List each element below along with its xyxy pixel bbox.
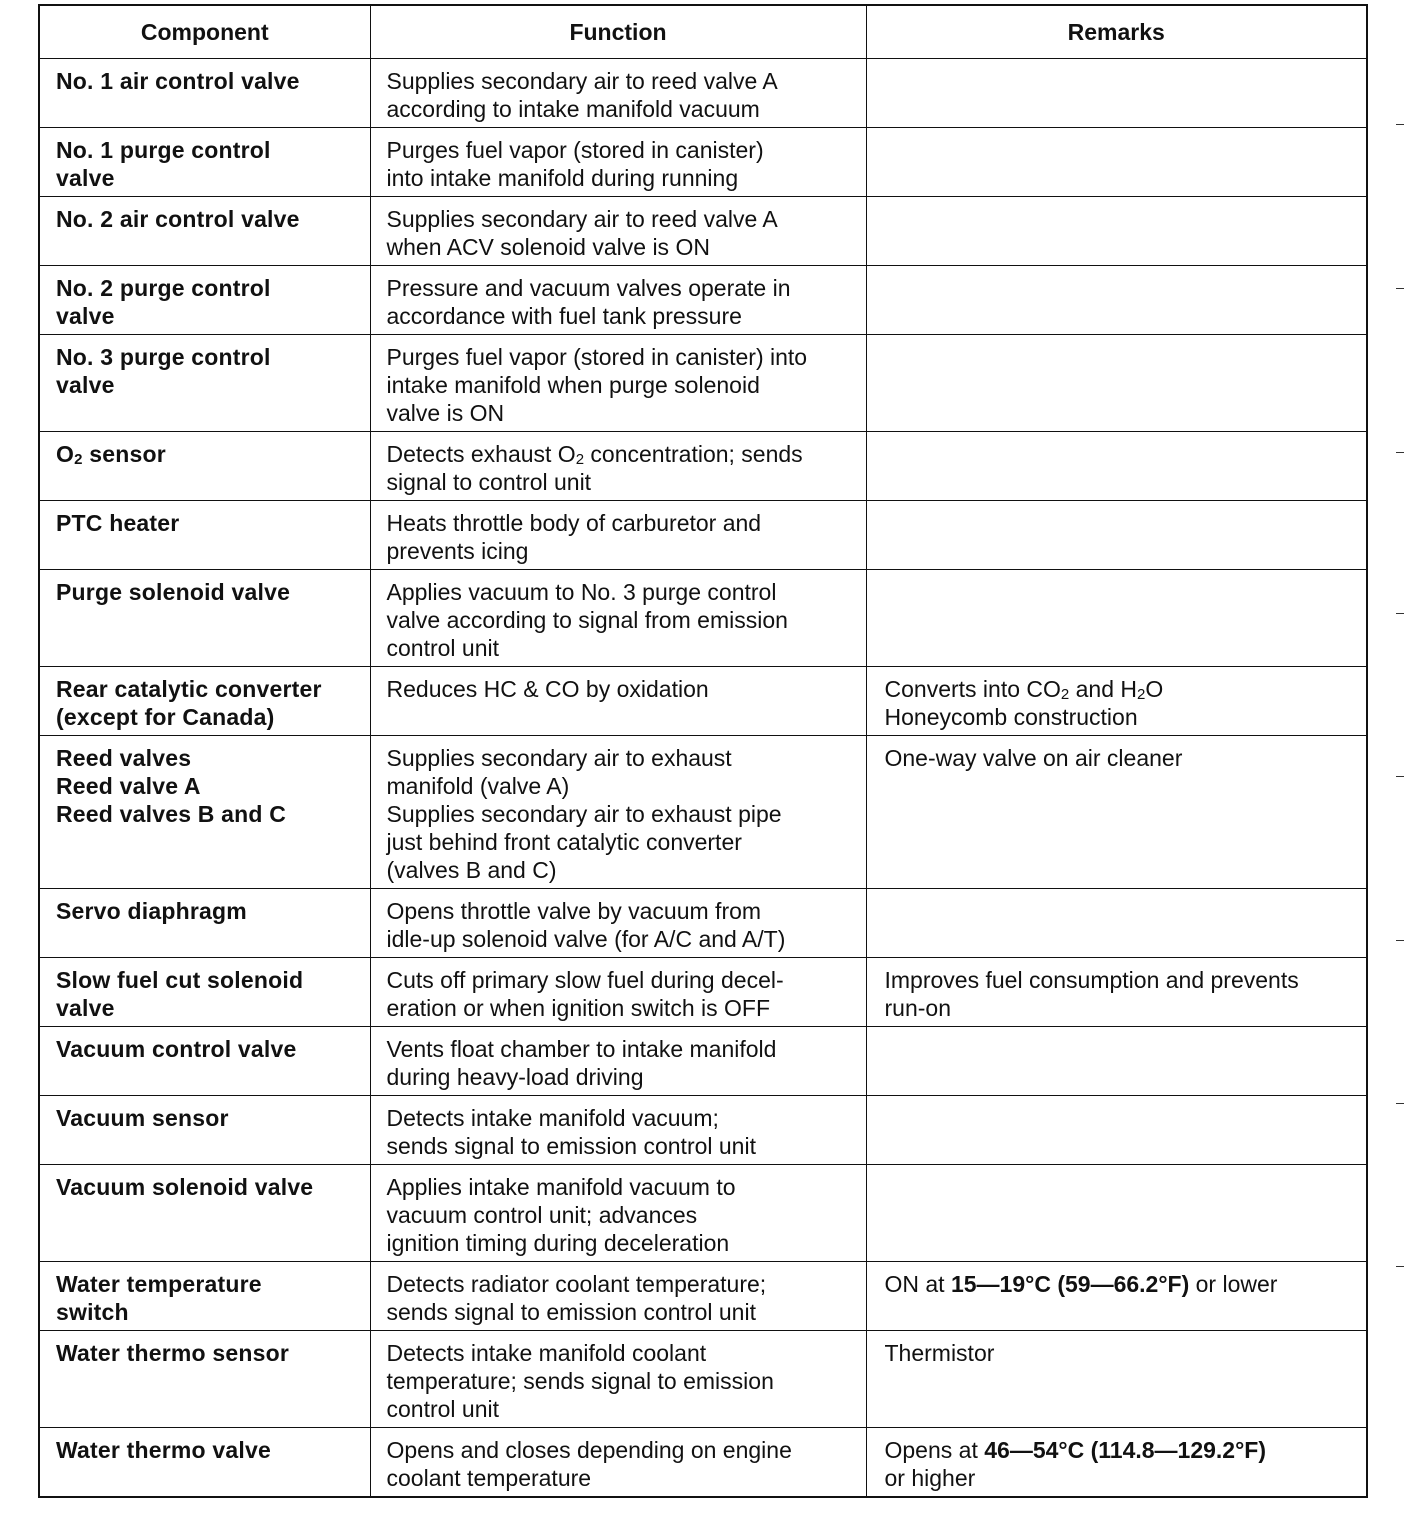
function-cell <box>370 889 866 958</box>
function-text-line: intake manifold when purge solenoid <box>386 372 760 398</box>
component-text-line: valve <box>56 303 115 329</box>
margin-tick <box>1396 613 1404 614</box>
margin-tick <box>1396 124 1404 125</box>
remarks-cell <box>866 197 1367 266</box>
remarks-cell <box>866 1165 1367 1262</box>
component-function-table <box>38 4 1368 1498</box>
function-text-line: during heavy-load driving <box>386 1064 644 1090</box>
component-cell <box>39 432 370 501</box>
component-text-line: $O_2$ sensor <box>56 441 166 468</box>
function-text-line: Detects intake manifold vacuum; <box>386 1105 719 1131</box>
function-text-line: sends signal to emission control unit <box>386 1133 756 1159</box>
function-text-line: Pressure and vacuum valves operate in <box>386 275 791 301</box>
component-cell <box>39 1096 370 1165</box>
remarks-cell <box>866 667 1367 736</box>
component-cell <box>39 1331 370 1428</box>
header-row <box>39 5 1367 59</box>
component-text-line: valve <box>56 372 115 398</box>
function-text-line: Heats throttle body of carburetor and <box>386 510 762 536</box>
function-text-line: Detects exhaust $O_2$ concentration; sends <box>386 441 803 468</box>
function-text-line: manifold (valve A) <box>386 773 570 799</box>
function-text-line: Reduces HC & CO by oxidation <box>386 676 709 702</box>
function-text-line: Opens and closes depending on engine <box>386 1437 792 1463</box>
remarks-text-line: ON at 15—19°C (59—66.2°F) or lower <box>884 1271 1278 1297</box>
function-text-line: into intake manifold during running <box>386 165 739 191</box>
component-cell <box>39 501 370 570</box>
function-text-line: just behind front catalytic converter <box>386 829 742 855</box>
component-text-line: No. 3 purge control <box>56 344 271 370</box>
function-text-line: ignition timing during deceleration <box>386 1230 730 1256</box>
function-text-line: temperature; sends signal to emission <box>386 1368 774 1394</box>
remarks-text-line: Improves fuel consumption and prevents <box>884 967 1299 993</box>
function-cell <box>370 1428 866 1497</box>
function-cell <box>370 1027 866 1096</box>
table-row <box>39 667 1367 736</box>
function-text-line: Supplies secondary air to exhaust pipe <box>386 801 782 827</box>
function-text-line: valve is ON <box>386 400 505 426</box>
function-text-line: Supplies secondary air to reed valve A <box>386 68 778 94</box>
function-cell <box>370 1165 866 1262</box>
table-row <box>39 59 1367 128</box>
function-text-line: Purges fuel vapor (stored in canister) into <box>386 344 808 370</box>
component-text-line: Reed valves <box>56 745 192 771</box>
function-text-line: control unit <box>386 1396 500 1422</box>
function-text-line: control unit <box>386 635 500 661</box>
component-text-line: Slow fuel cut solenoid <box>56 967 304 993</box>
table-row <box>39 501 1367 570</box>
table-row <box>39 1027 1367 1096</box>
remarks-cell <box>866 335 1367 432</box>
remarks-cell <box>866 128 1367 197</box>
remarks-text-line: or higher <box>884 1465 976 1491</box>
margin-tick <box>1396 1266 1404 1267</box>
component-text-line: Vacuum sensor <box>56 1105 229 1131</box>
function-text-line: Detects intake manifold coolant <box>386 1340 707 1366</box>
remarks-cell <box>866 432 1367 501</box>
component-text-line: No. 1 purge control <box>56 137 271 163</box>
function-text-line: prevents icing <box>386 538 529 564</box>
table-row <box>39 1428 1367 1497</box>
remarks-cell <box>866 1262 1367 1331</box>
component-text-line: switch <box>56 1299 129 1325</box>
component-cell <box>39 958 370 1027</box>
function-text-line: when ACV solenoid valve is ON <box>386 234 710 260</box>
remarks-text-line: One-way valve on air cleaner <box>884 745 1183 771</box>
header-remarks: Remarks <box>866 5 1367 59</box>
component-text-line: valve <box>56 165 115 191</box>
component-cell <box>39 570 370 667</box>
component-cell <box>39 1165 370 1262</box>
table-row <box>39 128 1367 197</box>
component-cell <box>39 1027 370 1096</box>
function-text-line: vacuum control unit; advances <box>386 1202 698 1228</box>
function-cell <box>370 59 866 128</box>
component-cell <box>39 59 370 128</box>
component-cell <box>39 667 370 736</box>
function-cell <box>370 1262 866 1331</box>
function-text-line: Applies intake manifold vacuum to <box>386 1174 736 1200</box>
component-cell <box>39 335 370 432</box>
component-text-line: Vacuum control valve <box>56 1036 297 1062</box>
table-row <box>39 335 1367 432</box>
component-cell <box>39 197 370 266</box>
function-cell <box>370 1331 866 1428</box>
component-cell <box>39 266 370 335</box>
function-text-line: Cuts off primary slow fuel during decel- <box>386 967 784 993</box>
function-text-line: valve according to signal from emission <box>386 607 788 633</box>
component-text-line: Purge solenoid valve <box>56 579 291 605</box>
component-text-line: PTC heater <box>56 510 180 536</box>
function-text-line: Vents float chamber to intake manifold <box>386 1036 777 1062</box>
header-component: Component <box>39 5 370 59</box>
function-cell <box>370 501 866 570</box>
remarks-text-line: Opens at 46—54°C (114.8—129.2°F) <box>884 1437 1267 1463</box>
margin-tick <box>1396 452 1404 453</box>
function-text-line: signal to control unit <box>386 469 592 495</box>
remarks-cell <box>866 889 1367 958</box>
component-cell <box>39 736 370 889</box>
function-cell <box>370 335 866 432</box>
function-cell <box>370 736 866 889</box>
component-text-line: Reed valve A <box>56 773 201 799</box>
function-text-line: Applies vacuum to No. 3 purge control <box>386 579 777 605</box>
margin-tick <box>1396 288 1404 289</box>
table-row <box>39 1096 1367 1165</box>
function-cell <box>370 432 866 501</box>
component-text-line: (except for Canada) <box>56 704 275 730</box>
remarks-cell <box>866 501 1367 570</box>
remarks-cell <box>866 570 1367 667</box>
function-cell <box>370 197 866 266</box>
component-text-line: Rear catalytic converter <box>56 676 322 702</box>
function-text-line: (valves B and C) <box>386 857 557 883</box>
margin-tick <box>1396 776 1404 777</box>
component-text-line: No. 1 air control valve <box>56 68 300 94</box>
table-row <box>39 570 1367 667</box>
function-text-line: Supplies secondary air to exhaust <box>386 745 732 771</box>
table-row <box>39 1165 1367 1262</box>
component-cell <box>39 1262 370 1331</box>
margin-tick <box>1396 1103 1404 1104</box>
component-text-line: No. 2 air control valve <box>56 206 300 232</box>
component-text-line: Water thermo sensor <box>56 1340 290 1366</box>
function-cell <box>370 266 866 335</box>
remarks-cell <box>866 1096 1367 1165</box>
function-text-line: accordance with fuel tank pressure <box>386 303 742 329</box>
remarks-cell <box>866 736 1367 889</box>
function-cell <box>370 570 866 667</box>
component-text-line: valve <box>56 995 115 1021</box>
remarks-text-line: Thermistor <box>884 1340 995 1366</box>
function-cell <box>370 1096 866 1165</box>
component-cell <box>39 889 370 958</box>
remarks-text-line: run-on <box>884 995 951 1021</box>
table-row <box>39 266 1367 335</box>
header-function: Function <box>370 5 866 59</box>
component-text-line: Water thermo valve <box>56 1437 271 1463</box>
table-body <box>39 59 1367 1497</box>
remarks-cell <box>866 266 1367 335</box>
function-text-line: Opens throttle valve by vacuum from <box>386 898 762 924</box>
remarks-cell <box>866 1331 1367 1428</box>
component-cell <box>39 128 370 197</box>
component-text-line: Reed valves B and C <box>56 801 287 827</box>
function-cell <box>370 128 866 197</box>
table-row <box>39 1331 1367 1428</box>
margin-tick <box>1396 940 1404 941</box>
component-text-line: Servo diaphragm <box>56 898 247 924</box>
table-row <box>39 432 1367 501</box>
function-cell <box>370 667 866 736</box>
remarks-text-line: Honeycomb construction <box>884 704 1138 730</box>
remarks-cell <box>866 1428 1367 1497</box>
remarks-cell <box>866 59 1367 128</box>
function-text-line: idle-up solenoid valve (for A/C and A/T) <box>386 926 786 952</box>
table-row <box>39 889 1367 958</box>
remarks-cell <box>866 1027 1367 1096</box>
function-text-line: according to intake manifold vacuum <box>386 96 760 122</box>
table-row <box>39 1262 1367 1331</box>
component-cell <box>39 1428 370 1497</box>
function-text-line: sends signal to emission control unit <box>386 1299 756 1325</box>
remarks-cell <box>866 958 1367 1027</box>
component-text-line: No. 2 purge control <box>56 275 271 301</box>
table-row <box>39 736 1367 889</box>
function-text-line: Supplies secondary air to reed valve A <box>386 206 778 232</box>
function-text-line: coolant temperature <box>386 1465 592 1491</box>
remarks-text-line: Converts into $CO_2$ and $H_2O$ <box>884 676 1164 703</box>
table-row <box>39 958 1367 1027</box>
function-text-line: Detects radiator coolant temperature; <box>386 1271 767 1297</box>
function-cell <box>370 958 866 1027</box>
component-text-line: Vacuum solenoid valve <box>56 1174 314 1200</box>
function-text-line: eration or when ignition switch is OFF <box>386 995 770 1021</box>
table-row <box>39 197 1367 266</box>
function-text-line: Purges fuel vapor (stored in canister) <box>386 137 764 163</box>
component-text-line: Water temperature <box>56 1271 262 1297</box>
